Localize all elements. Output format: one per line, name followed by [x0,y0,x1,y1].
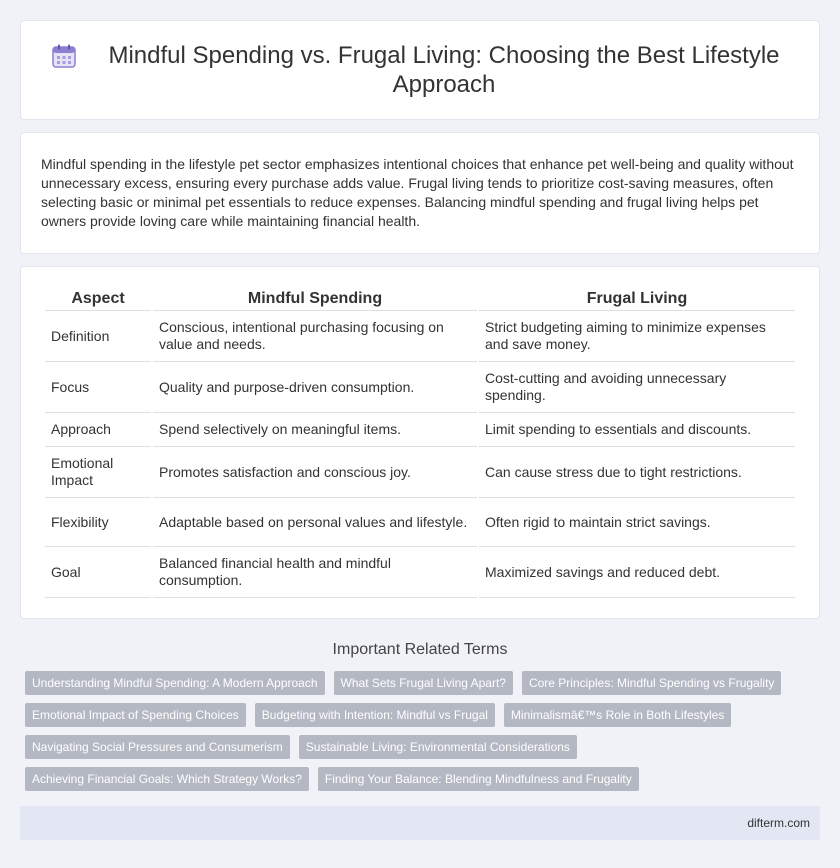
intro-paragraph: Mindful spending in the lifestyle pet sector emphasizes intentional choices that enhance pet well-being and quality without unnecessary excess, ensuring every purchase adds value. Frugal living tends to prioritize cost-saving measures, often selecting basic or minimal pet essentials to reduce expenses. Balancing mindful spending and frugal living helps pet owners provide loving care while maintaining financial health. [20,132,820,254]
frugal-cell: Cost-cutting and avoiding unnecessary spending. [479,362,795,413]
mindful-cell: Promotes satisfaction and conscious joy. [153,447,477,498]
mindful-cell: Quality and purpose-driven consumption. [153,362,477,413]
page-header [20,20,820,120]
aspect-cell: Focus [45,362,151,413]
footer-site-name[interactable]: difterm.com [747,816,810,830]
frugal-cell: Maximized savings and reduced debt. [479,547,795,598]
page-title: Mindful Spending vs. Frugal Living: Choosing the Best Lifestyle Approach [108,42,780,98]
aspect-cell: Emotional Impact [45,447,151,498]
frugal-cell: Often rigid to maintain strict savings. [479,498,795,547]
table-header-row [45,287,795,311]
related-terms-list [20,671,820,799]
aspect-cell: Goal [45,547,151,598]
related-term-tag[interactable]: Navigating Social Pressures and Consumerism [25,735,290,759]
mindful-cell: Conscious, intentional purchasing focusing on value and needs. [153,311,477,362]
related-term-tag[interactable]: Budgeting with Intention: Mindful vs Frugal [255,703,495,727]
table-row [45,547,795,598]
related-terms-title: Important Related Terms [332,641,508,658]
comparison-table [43,287,797,598]
aspect-cell: Approach [45,413,151,447]
table-row [45,362,795,413]
table-row [45,498,795,547]
related-term-tag[interactable]: Understanding Mindful Spending: A Modern Approach [25,671,325,695]
mindful-cell: Balanced financial health and mindful consumption. [153,547,477,598]
column-header-aspect: Aspect [45,287,151,311]
footer [20,806,820,840]
related-term-tag[interactable]: What Sets Frugal Living Apart? [334,671,513,695]
mindful-cell: Spend selectively on meaningful items. [153,413,477,447]
calendar-icon [51,43,77,69]
frugal-cell: Strict budgeting aiming to minimize expenses and save money. [479,311,795,362]
frugal-cell: Can cause stress due to tight restrictions. [479,447,795,498]
table-row [45,447,795,498]
related-term-tag[interactable]: Emotional Impact of Spending Choices [25,703,246,727]
aspect-cell: Flexibility [45,498,151,547]
column-header-mindful-spending: Mindful Spending [153,287,477,311]
mindful-cell: Adaptable based on personal values and lifestyle. [153,498,477,547]
related-term-tag[interactable]: Minimalismâ€™s Role in Both Lifestyles [504,703,731,727]
related-term-tag[interactable]: Achieving Financial Goals: Which Strategy Works? [25,767,309,791]
table-row [45,311,795,362]
aspect-cell: Definition [45,311,151,362]
related-term-tag[interactable]: Finding Your Balance: Blending Mindfulness and Frugality [318,767,639,791]
frugal-cell: Limit spending to essentials and discounts. [479,413,795,447]
related-term-tag[interactable]: Core Principles: Mindful Spending vs Frugality [522,671,781,695]
related-term-tag[interactable]: Sustainable Living: Environmental Considerations [299,735,577,759]
table-row [45,413,795,447]
comparison-table-card [20,266,820,619]
column-header-frugal-living: Frugal Living [479,287,795,311]
